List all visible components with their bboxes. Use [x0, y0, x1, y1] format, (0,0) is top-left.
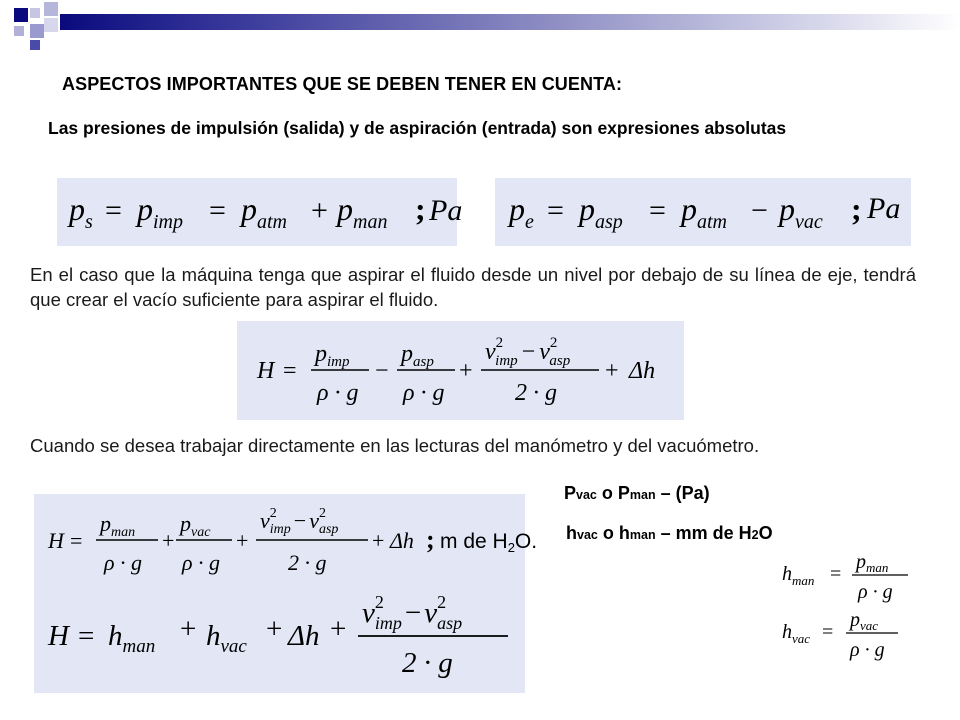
paragraph-gauges: Cuando se desea trabajar directamente en las lecturas del manómetro y del vacuómetro. [30, 435, 760, 456]
svg-text:Δh: Δh [390, 528, 414, 553]
formula-unit: Pa [867, 192, 901, 225]
svg-text:v2imp−v2asp: $v^2$ imp − $v^2$ asp [260, 506, 339, 537]
svg-text:2 · g: 2 · g [288, 550, 327, 575]
deco-square [30, 24, 44, 38]
svg-text:=: = [822, 621, 834, 643]
formula-term: $p_{atm}$ [681, 191, 727, 233]
formula-h1 [237, 321, 684, 420]
svg-text:v2imp−v2asp: $v^2$ imp − $v^2$ asp [485, 335, 571, 369]
svg-text:=: = [283, 358, 297, 384]
svg-text:=: = [78, 620, 95, 652]
svg-text:;: ; [415, 191, 426, 227]
svg-text:ρ · g: ρ · g [850, 639, 885, 661]
svg-text:v2imp−v2asp: $v^2$ imp − $v^2$ asp [362, 592, 463, 633]
formula-hman [780, 550, 910, 604]
svg-text:+: + [266, 613, 283, 645]
svg-text:=: = [649, 194, 666, 227]
svg-text:hvac: $h_{vac}$ [782, 621, 811, 646]
formula-term: $p_{man}$ [337, 191, 388, 233]
svg-text:m de H2O.: m de H2O. [440, 530, 538, 555]
formula-term: $p_{vac}$ [779, 191, 823, 233]
svg-text:Δh: Δh [288, 620, 320, 652]
svg-text:ρ · g: ρ · g [317, 380, 359, 406]
formula-unit: Pa [429, 194, 463, 227]
svg-text:Δh: Δh [629, 358, 656, 384]
formula-term: $p_s$ [69, 191, 93, 233]
svg-text:ρ · g: ρ · g [182, 550, 221, 575]
svg-text:hman: $h_{man}$ [782, 563, 815, 588]
svg-text:pman: $p_{man}$ [856, 551, 889, 575]
svg-text:hvac: $h_{vac}$ [206, 620, 247, 657]
svg-text:H: H [257, 358, 275, 384]
svg-text:+: + [236, 528, 249, 553]
svg-text:hman: $h_{man}$ [108, 620, 156, 657]
svg-text:+: + [162, 528, 175, 553]
svg-text:+: + [605, 358, 619, 384]
svg-text:2 · g: 2 · g [402, 647, 453, 679]
svg-text:;: ; [426, 525, 435, 554]
svg-text:2 · g: 2 · g [515, 380, 557, 406]
svg-text:=: = [209, 194, 226, 227]
svg-text:−: − [751, 194, 768, 227]
svg-text:pimp: $p_{imp}$ [315, 341, 350, 370]
svg-text:ρ · g: ρ · g [104, 550, 143, 575]
formula-term: $p_e$ [509, 191, 534, 233]
formula-pe-box [495, 178, 911, 246]
deco-square [44, 2, 58, 16]
svg-text:=: = [547, 194, 564, 227]
svg-text:pvac: $p_{vac}$ [180, 511, 211, 540]
svg-text:H: H [48, 528, 64, 553]
svg-text:−: − [375, 358, 389, 384]
intro-text: Las presiones de impulsión (salida) y de aspiración (entrada) son expresiones absolutas [48, 118, 787, 138]
svg-text:+: + [330, 613, 347, 645]
formula-term: $p_{atm}$ [241, 191, 287, 233]
formula-h2-box [34, 494, 538, 693]
svg-text:+: + [372, 528, 385, 553]
svg-text:+: + [311, 194, 328, 227]
svg-text:pvac: $p_{vac}$ [850, 609, 879, 633]
svg-text:=: = [70, 528, 83, 553]
deco-square [14, 26, 24, 36]
svg-text:+: + [459, 358, 473, 384]
svg-text:=: = [105, 194, 122, 227]
pressure-units-note: Pvac o Pman – (Pa) [564, 483, 710, 503]
formula-h1-box [237, 321, 684, 420]
formula-h3 [47, 592, 508, 679]
svg-text:pman: $p_{man}$ [100, 511, 136, 540]
svg-text:=: = [830, 563, 842, 585]
svg-text:ρ · g: ρ · g [403, 380, 445, 406]
slide-title: ASPECTOS IMPORTANTES QUE SE DEBEN TENER EN CUENTA: [62, 74, 623, 94]
formula-ps-box [57, 178, 463, 246]
svg-text:ρ · g: ρ · g [858, 581, 893, 603]
deco-square [14, 8, 28, 22]
svg-text:;: ; [851, 191, 862, 227]
svg-text:pasp: $p_{asp}$ [401, 341, 434, 370]
deco-square [44, 18, 58, 32]
deco-square [30, 40, 40, 50]
head-units-note: hvac o hman – mm de H2O [566, 523, 773, 543]
formula-term: $p_{asp}$ [579, 191, 623, 233]
formula-term: $p_{imp}$ [137, 191, 183, 233]
formula-hvac [780, 608, 910, 664]
paragraph-vacuum: En el caso que la máquina tenga que aspirar el fluido desde un nivel por debajo de su línea de eje, tendrá que crear el vacío suficiente para aspirar el fluido. [30, 264, 916, 310]
formula-pe [495, 178, 911, 246]
formula-h2 [34, 494, 538, 693]
header-gradient-bar [60, 14, 960, 30]
svg-text:+: + [180, 613, 197, 645]
formula-ps [57, 178, 463, 246]
deco-square [30, 8, 40, 18]
svg-text:H: H [48, 620, 69, 652]
